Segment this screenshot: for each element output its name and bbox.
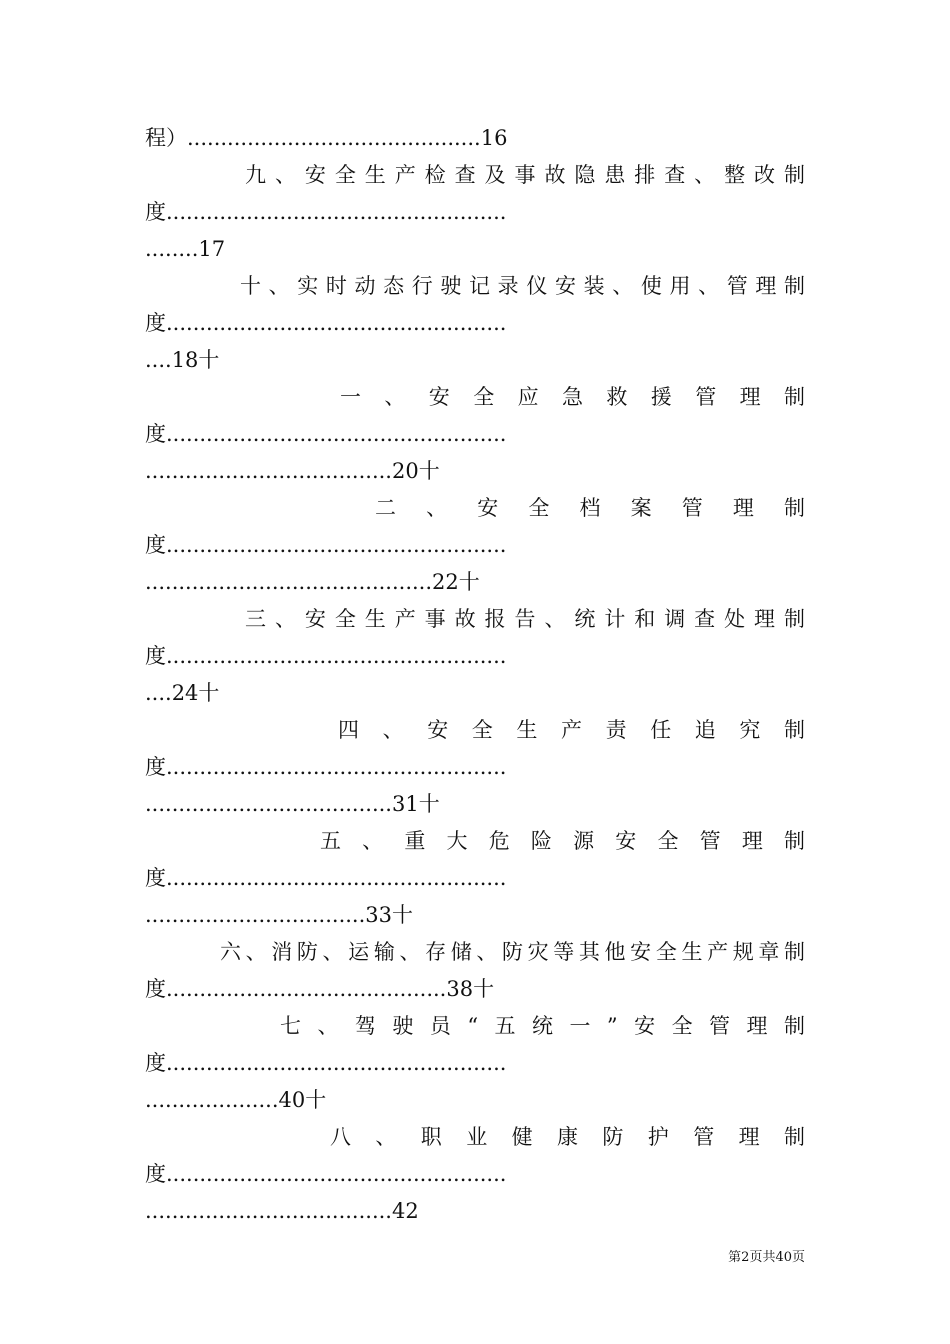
- toc-entry-title: 九、安全生产检查及事故隐患排查、整改制: [245, 163, 805, 187]
- page-number-footer: 第2页共40页: [728, 1250, 805, 1265]
- toc-line: 度...................................................: [145, 422, 507, 446]
- toc-line: 度..........................................38十: [145, 977, 495, 1001]
- toc-line: 度...................................................: [145, 644, 507, 668]
- toc-entry-title: 二、安全档案管理制: [375, 496, 805, 520]
- toc-line: 度...................................................: [145, 1051, 507, 1075]
- toc-entry-title: 一、安全应急救援管理制: [340, 385, 805, 409]
- toc-line: 度...................................................: [145, 755, 507, 779]
- toc-entry-title: 七、驾驶员“五统一”安全管理制: [280, 1014, 805, 1038]
- toc-line: 度...................................................: [145, 1162, 507, 1186]
- toc-entry-title: 四、安全生产责任追究制: [338, 718, 805, 742]
- toc-line: .................................33十: [145, 903, 414, 927]
- toc-line: 度...................................................: [145, 311, 507, 335]
- toc-line: ...........................................22十: [145, 570, 480, 594]
- toc-line: .....................................20十: [145, 459, 440, 483]
- toc-line: ....18十: [145, 348, 220, 372]
- toc-line: ........17: [145, 237, 226, 261]
- toc-entry-title: 五、重大危险源安全管理制: [320, 829, 805, 853]
- toc-line: ....................40十: [145, 1088, 327, 1112]
- toc-entry-title: 八、职业健康防护管理制: [330, 1125, 805, 1149]
- toc-entry-title: 十、实时动态行驶记录仪安装、使用、管理制: [240, 274, 805, 298]
- toc-line: 度...................................................: [145, 200, 507, 224]
- toc-line: 程）............................................16: [145, 126, 508, 150]
- toc-line: ....24十: [145, 681, 220, 705]
- toc-entry-title: 六、消防、运输、存储、防灾等其他安全生产规章制: [220, 940, 805, 964]
- toc-entry-title: 三、安全生产事故报告、统计和调查处理制: [245, 607, 805, 631]
- toc-line: .....................................31十: [145, 792, 440, 816]
- toc-line: 度...................................................: [145, 533, 507, 557]
- toc-line: .....................................42: [145, 1199, 419, 1223]
- toc-line: 度...................................................: [145, 866, 507, 890]
